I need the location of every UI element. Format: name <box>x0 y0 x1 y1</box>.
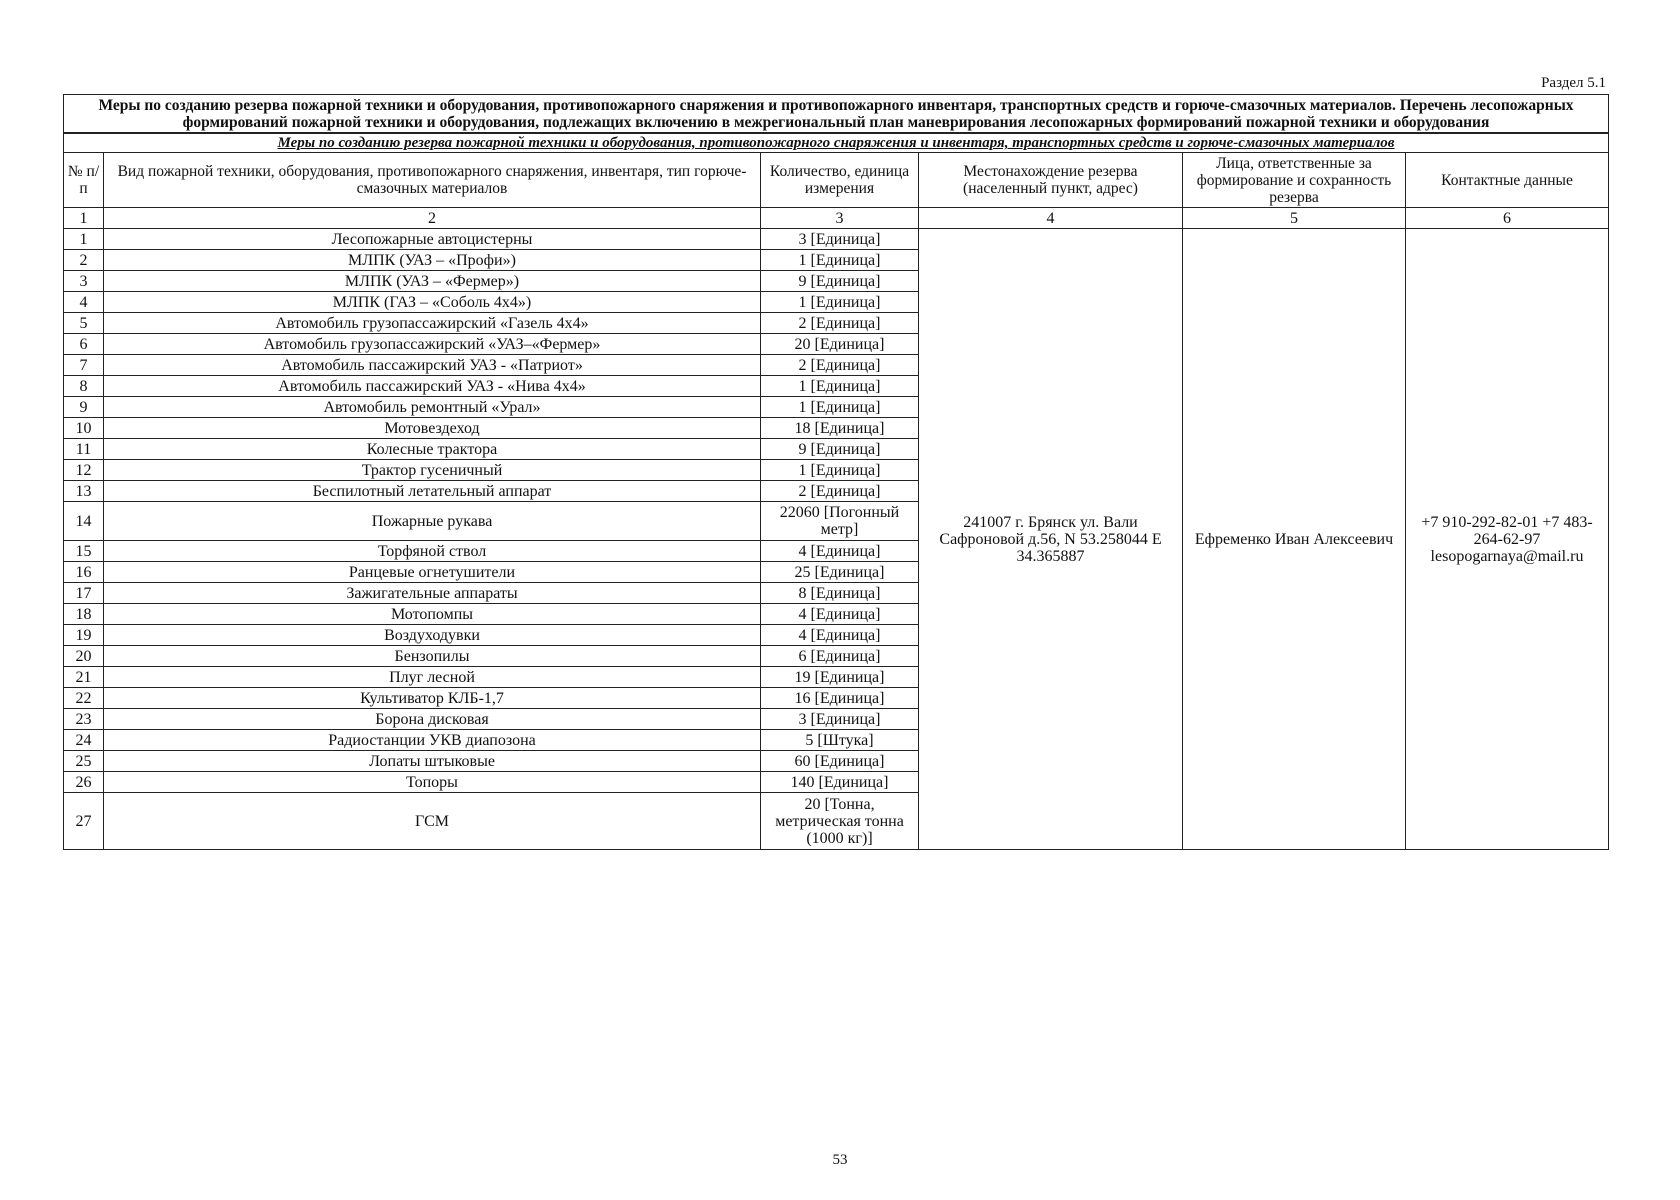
row-quantity: 1 [Единица] <box>761 460 919 481</box>
row-number: 14 <box>64 502 104 541</box>
row-number: 5 <box>64 313 104 334</box>
row-item-name: Ранцевые огнетушители <box>104 562 761 583</box>
subtitle-row <box>64 133 1609 153</box>
row-number: 15 <box>64 541 104 562</box>
row-item-name: Топоры <box>104 772 761 793</box>
row-item-name: Беспилотный летательный аппарат <box>104 481 761 502</box>
row-item-name: Мотовездеход <box>104 418 761 439</box>
row-item-name: Радиостанции УКВ диапозона <box>104 730 761 751</box>
row-quantity: 3 [Единица] <box>761 229 919 250</box>
row-quantity: 1 [Единица] <box>761 397 919 418</box>
responsible-person: Ефременко Иван Алексеевич <box>1183 229 1406 850</box>
row-quantity: 19 [Единица] <box>761 667 919 688</box>
column-number: 4 <box>919 208 1183 229</box>
column-number: 2 <box>104 208 761 229</box>
row-item-name: ГСМ <box>104 793 761 850</box>
row-number: 27 <box>64 793 104 850</box>
row-number: 23 <box>64 709 104 730</box>
row-number: 1 <box>64 229 104 250</box>
row-quantity: 9 [Единица] <box>761 271 919 292</box>
page-number: 53 <box>832 1152 848 1168</box>
table-title: Меры по созданию резерва пожарной техники и оборудования, противопожарного снаряжения и противопожарного инвентаря, транспортных средств и горюче-смазочных материалов. Перечень лесопожарных формирований пожарной техники и оборудования, подлежащих включению в межрегиональный план маневрирования лесопожарных формирований пожарной техники и оборудования <box>64 95 1609 134</box>
row-number: 17 <box>64 583 104 604</box>
section-label: Раздел 5.1 <box>1541 75 1606 91</box>
row-item-name: Автомобиль пассажирский УАЗ - «Нива 4х4» <box>104 376 761 397</box>
row-quantity: 1 [Единица] <box>761 376 919 397</box>
header-kind: Вид пожарной техники, оборудования, противопожарного снаряжения, инвентаря, тип горюче-смазочных материалов <box>104 153 761 208</box>
row-item-name: Культиватор КЛБ-1,7 <box>104 688 761 709</box>
row-quantity: 22060 [Погонный метр] <box>761 502 919 541</box>
row-item-name: Автомобиль грузопассажирский «УАЗ–«Фермер» <box>104 334 761 355</box>
row-number: 11 <box>64 439 104 460</box>
row-quantity: 16 [Единица] <box>761 688 919 709</box>
row-item-name: Автомобиль грузопассажирский «Газель 4х4» <box>104 313 761 334</box>
row-item-name: МЛПК (ГАЗ – «Соболь 4х4») <box>104 292 761 313</box>
row-quantity: 4 [Единица] <box>761 541 919 562</box>
row-item-name: Автомобиль ремонтный «Урал» <box>104 397 761 418</box>
row-number: 22 <box>64 688 104 709</box>
row-number: 7 <box>64 355 104 376</box>
row-quantity: 20 [Тонна, метрическая тонна (1000 кг)] <box>761 793 919 850</box>
reserve-table <box>63 94 1609 850</box>
row-number: 3 <box>64 271 104 292</box>
row-quantity: 4 [Единица] <box>761 625 919 646</box>
contact-details: +7 910-292-82-01 +7 483-264-62-97 lesopogarnaya@mail.ru <box>1406 229 1609 850</box>
row-quantity: 25 [Единица] <box>761 562 919 583</box>
row-item-name: Трактор гусеничный <box>104 460 761 481</box>
row-quantity: 5 [Штука] <box>761 730 919 751</box>
row-quantity: 2 [Единица] <box>761 481 919 502</box>
row-number: 12 <box>64 460 104 481</box>
header-qty: Количество, единица измерения <box>761 153 919 208</box>
header-row <box>64 153 1609 208</box>
title-row <box>64 95 1609 134</box>
row-number: 13 <box>64 481 104 502</box>
row-number: 6 <box>64 334 104 355</box>
column-number: 6 <box>1406 208 1609 229</box>
column-number-row <box>64 208 1609 229</box>
row-number: 19 <box>64 625 104 646</box>
column-number: 5 <box>1183 208 1406 229</box>
row-item-name: Борона дисковая <box>104 709 761 730</box>
column-number: 3 <box>761 208 919 229</box>
row-number: 26 <box>64 772 104 793</box>
row-number: 10 <box>64 418 104 439</box>
row-item-name: Лесопожарные автоцистерны <box>104 229 761 250</box>
row-number: 18 <box>64 604 104 625</box>
row-number: 21 <box>64 667 104 688</box>
row-item-name: Колесные трактора <box>104 439 761 460</box>
header-num: № п/п <box>64 153 104 208</box>
row-item-name: Бензопилы <box>104 646 761 667</box>
row-number: 2 <box>64 250 104 271</box>
row-item-name: Мотопомпы <box>104 604 761 625</box>
row-quantity: 2 [Единица] <box>761 355 919 376</box>
table-row <box>64 229 1609 250</box>
row-quantity: 9 [Единица] <box>761 439 919 460</box>
row-number: 20 <box>64 646 104 667</box>
header-persons: Лица, ответственные за формирование и сохранность резерва <box>1183 153 1406 208</box>
row-quantity: 140 [Единица] <box>761 772 919 793</box>
row-quantity: 18 [Единица] <box>761 418 919 439</box>
row-quantity: 60 [Единица] <box>761 751 919 772</box>
row-quantity: 1 [Единица] <box>761 250 919 271</box>
row-quantity: 8 [Единица] <box>761 583 919 604</box>
row-quantity: 6 [Единица] <box>761 646 919 667</box>
row-number: 4 <box>64 292 104 313</box>
row-number: 24 <box>64 730 104 751</box>
row-item-name: Автомобиль пассажирский УАЗ - «Патриот» <box>104 355 761 376</box>
row-item-name: Пожарные рукава <box>104 502 761 541</box>
row-number: 25 <box>64 751 104 772</box>
row-quantity: 20 [Единица] <box>761 334 919 355</box>
row-quantity: 1 [Единица] <box>761 292 919 313</box>
row-number: 9 <box>64 397 104 418</box>
header-location: Местонахождение резерва (населенный пункт, адрес) <box>919 153 1183 208</box>
row-item-name: МЛПК (УАЗ – «Фермер») <box>104 271 761 292</box>
column-number: 1 <box>64 208 104 229</box>
row-quantity: 3 [Единица] <box>761 709 919 730</box>
row-item-name: Лопаты штыковые <box>104 751 761 772</box>
row-quantity: 4 [Единица] <box>761 604 919 625</box>
row-item-name: Торфяной ствол <box>104 541 761 562</box>
row-quantity: 2 [Единица] <box>761 313 919 334</box>
reserve-location: 241007 г. Брянск ул. Вали Сафроновой д.56, N 53.258044 E 34.365887 <box>919 229 1183 850</box>
row-item-name: Зажигательные аппараты <box>104 583 761 604</box>
row-item-name: Плуг лесной <box>104 667 761 688</box>
table-subtitle: Меры по созданию резерва пожарной техники и оборудования, противопожарного снаряжения и инвентаря, транспортных средств и горюче-смазочных материалов <box>64 133 1609 153</box>
row-item-name: МЛПК (УАЗ – «Профи») <box>104 250 761 271</box>
row-number: 8 <box>64 376 104 397</box>
header-contacts: Контактные данные <box>1406 153 1609 208</box>
row-item-name: Воздуходувки <box>104 625 761 646</box>
row-number: 16 <box>64 562 104 583</box>
